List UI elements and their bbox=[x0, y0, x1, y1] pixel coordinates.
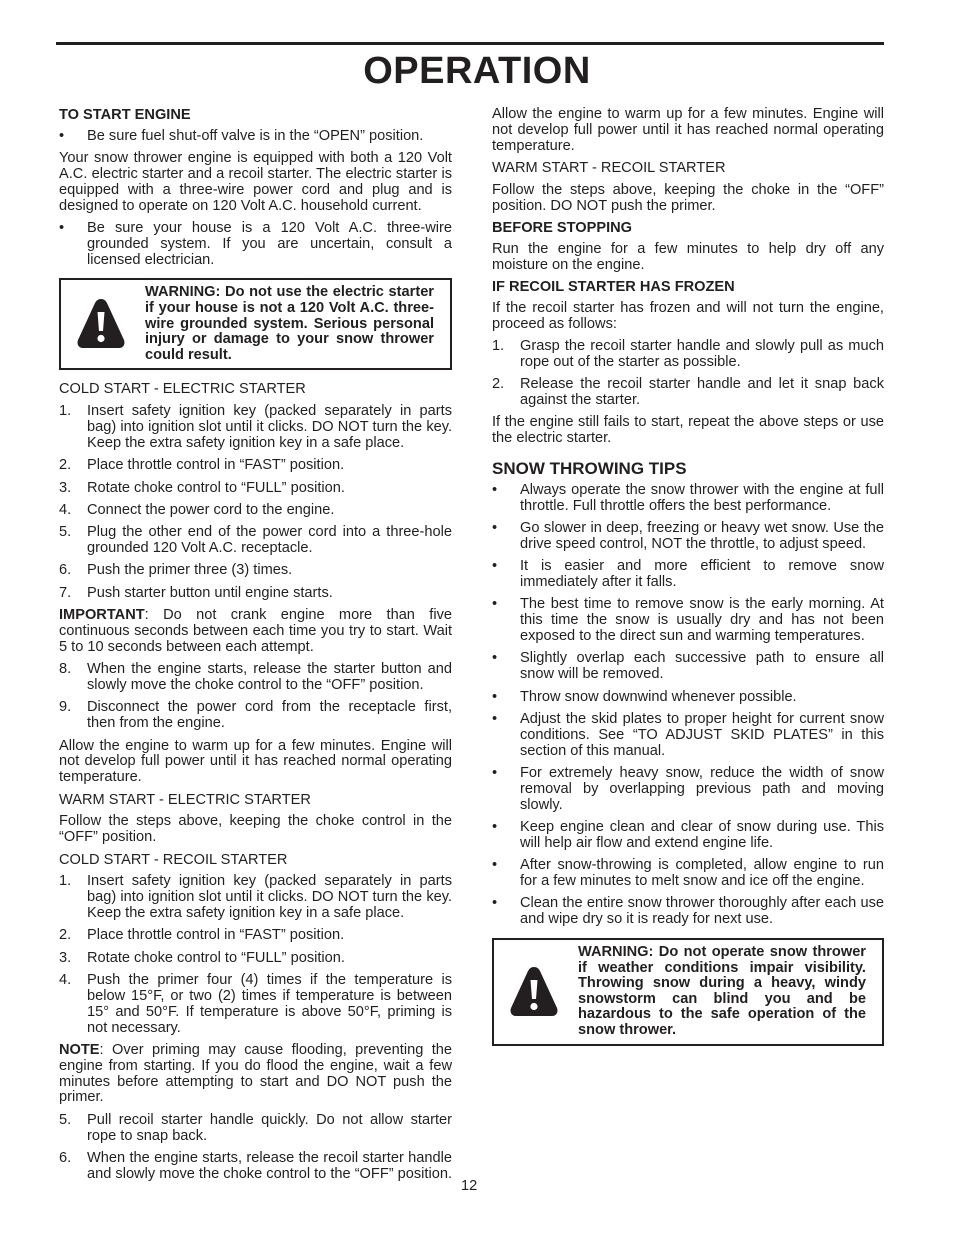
cold-electric-steps-continued bbox=[59, 662, 452, 732]
step-number: 8. bbox=[59, 661, 72, 678]
tip-text: After snow-throwing is completed, allow engine to run for a few minutes to melt snow and ice off the engine. bbox=[520, 857, 884, 889]
heading-recoil-frozen: IF RECOIL STARTER HAS FROZEN bbox=[492, 278, 735, 295]
heading-warm-start-electric: WARM START - ELECTRIC STARTER bbox=[59, 791, 311, 808]
warning-text: WARNING: Do not use the electric starter if your house is not a 120 Volt A.C. three-wire grounded system. Serious personal injury or damage to your snow thrower could result. bbox=[145, 284, 434, 363]
tip-text: Throw snow downwind whenever possible. bbox=[520, 688, 797, 705]
page-title: OPERATION bbox=[363, 50, 591, 92]
warmup-paragraph: Allow the engine to warm up for a few minutes. Engine will not develop full power until it has reached normal operating temperature. bbox=[59, 737, 452, 786]
heading-warm-start-recoil: WARM START - RECOIL STARTER bbox=[492, 159, 726, 176]
step-number: 5. bbox=[59, 1111, 72, 1128]
important-paragraph: IMPORTANT: Do not crank engine more than five continuous seconds between each time you try to start. Wait 5 to 10 seconds between each attempt. bbox=[59, 607, 452, 655]
step-number: 1. bbox=[492, 337, 505, 354]
warm-recoil-paragraph: Follow the steps above, keeping the choke in the “OFF” position. DO NOT push the primer. bbox=[492, 181, 884, 214]
heading-cold-start-recoil: COLD START - RECOIL STARTER bbox=[59, 851, 288, 868]
step-number: 2. bbox=[492, 376, 505, 393]
list-item bbox=[492, 651, 884, 683]
warning-box-electric bbox=[59, 278, 452, 370]
step-text: Grasp the recoil starter handle and slowly pull as much rope out of the starter as possible. bbox=[520, 337, 884, 370]
step-text: When the engine starts, release the recoil starter handle and slowly move the choke control to the “OFF” position. bbox=[87, 1149, 453, 1182]
step-number: 6. bbox=[59, 1149, 72, 1166]
frozen-outro-paragraph: If the engine still fails to start, repeat the above steps or use the electric starter. bbox=[492, 414, 884, 447]
bullet-mark: • bbox=[492, 765, 498, 782]
warmup-paragraph: Allow the engine to warm up for a few minutes. Engine will not develop full power until it has reached normal operating temperature. bbox=[492, 106, 884, 154]
list-item bbox=[59, 1113, 452, 1145]
heading-cold-start-electric: COLD START - ELECTRIC STARTER bbox=[59, 381, 306, 398]
list-item bbox=[59, 503, 452, 519]
step-text: Connect the power cord to the engine. bbox=[87, 501, 335, 518]
list-item bbox=[492, 896, 884, 928]
list-item bbox=[492, 766, 884, 813]
list-item: • Be sure your house is a 120 Volt A.C. three-wire grounded system. If you are uncertain, consult a licensed electrician. bbox=[59, 219, 452, 268]
bullet-mark: • bbox=[492, 650, 498, 667]
house-bullets bbox=[59, 221, 452, 268]
list-item bbox=[492, 521, 884, 553]
intro-paragraph: Your snow thrower engine is equipped with both a 120 Volt A.C. electric starter and a recoil starter. The electric starter is equipped with a three-wire power cord and plug and is designed to operate on 120 Volt A.C. household current. bbox=[59, 150, 452, 214]
bullet-mark: • bbox=[492, 895, 498, 912]
step-text: Push the primer four (4) times if the temperature is below 15°F, or two (2) times if temperature is between 15° and 50°F. If temperature is above 50°F, priming is not necessary. bbox=[87, 972, 452, 1036]
list-item bbox=[492, 559, 884, 591]
list-item bbox=[492, 820, 884, 852]
list-item bbox=[59, 563, 452, 579]
list-item bbox=[492, 339, 884, 371]
heading-snow-throwing-tips: SNOW THROWING TIPS bbox=[492, 458, 687, 478]
frozen-intro-paragraph: If the recoil starter has frozen and will not turn the engine, proceed as follows: bbox=[492, 299, 884, 332]
cold-electric-steps bbox=[59, 404, 452, 602]
list-item bbox=[59, 1151, 452, 1183]
step-text: Pull recoil starter handle quickly. Do not allow starter rope to snap back. bbox=[87, 1111, 452, 1144]
list-item bbox=[59, 700, 452, 732]
tip-text: The best time to remove snow is the early morning. At this time the snow is usually dry and has not been exposed to the direct sun and warming temperatures. bbox=[520, 596, 884, 645]
right-column bbox=[492, 107, 884, 1058]
step-text: Rotate choke control to “FULL” position. bbox=[87, 479, 345, 496]
list-item bbox=[59, 525, 452, 557]
list-item bbox=[492, 483, 884, 515]
list-item bbox=[59, 951, 452, 967]
tip-text: Always operate the snow thrower with the engine at full throttle. Full throttle offers the best performance. bbox=[520, 481, 884, 514]
step-text: When the engine starts, release the starter button and slowly move the choke control to the “OFF” position. bbox=[87, 661, 452, 694]
tip-text: Go slower in deep, freezing or heavy wet snow. Use the drive speed control, NOT the throttle, to adjust speed. bbox=[520, 520, 884, 552]
step-text: Disconnect the power cord from the receptacle first, then from the engine. bbox=[87, 699, 452, 732]
warning-box-visibility bbox=[492, 938, 884, 1046]
step-text: Push the primer three (3) times. bbox=[87, 562, 293, 579]
step-number: 9. bbox=[59, 699, 72, 716]
list-item bbox=[492, 858, 884, 890]
bullet-mark: • bbox=[492, 711, 498, 728]
heading-before-stopping: BEFORE STOPPING bbox=[492, 219, 633, 236]
step-number: 2. bbox=[59, 457, 72, 474]
step-number: 4. bbox=[59, 501, 72, 518]
warning-icon bbox=[506, 964, 562, 1020]
step-number: 7. bbox=[59, 584, 72, 601]
step-number: 4. bbox=[59, 972, 72, 989]
before-stopping-paragraph: Run the engine for a few minutes to help dry off any moisture on the engine. bbox=[492, 240, 884, 273]
start-bullets bbox=[59, 129, 452, 145]
step-number: 6. bbox=[59, 562, 72, 579]
step-text: Rotate choke control to “FULL” position. bbox=[87, 949, 345, 966]
list-item bbox=[59, 458, 452, 474]
step-text: Place throttle control in “FAST” position. bbox=[87, 457, 345, 474]
tip-text: Slightly overlap each successive path to ensure all snow will be removed. bbox=[520, 650, 884, 683]
warm-electric-paragraph: Follow the steps above, keeping the choke control in the “OFF” position. bbox=[59, 813, 452, 846]
bullet-mark: • bbox=[492, 857, 498, 874]
step-number: 3. bbox=[59, 479, 72, 496]
list-item: • Be sure fuel shut-off valve is in the “OPEN” position. bbox=[59, 127, 424, 144]
bullet-mark: • bbox=[492, 596, 498, 613]
list-item bbox=[59, 874, 452, 921]
warning-icon bbox=[73, 296, 129, 352]
bullet-mark: • bbox=[492, 520, 498, 537]
list-item bbox=[492, 690, 884, 706]
left-column bbox=[59, 108, 452, 1189]
bullet-mark: • bbox=[492, 558, 498, 575]
page-number: 12 bbox=[461, 1178, 478, 1194]
list-item bbox=[59, 928, 452, 944]
tip-text: It is easier and more efficient to remove snow immediately after it falls. bbox=[520, 558, 884, 591]
header-rule bbox=[56, 42, 884, 45]
step-number: 1. bbox=[59, 873, 72, 890]
step-text: Release the recoil starter handle and let it snap back against the starter. bbox=[520, 376, 884, 408]
list-item bbox=[492, 712, 884, 759]
step-text: Plug the other end of the power cord into a three-hole grounded 120 Volt A.C. receptacle. bbox=[87, 524, 452, 557]
frozen-steps bbox=[492, 339, 884, 409]
tip-text: Adjust the skid plates to proper height for current snow conditions. See “TO ADJUST SKID PLATES” in this section of this manual. bbox=[520, 711, 884, 759]
step-text: Insert safety ignition key (packed separately in parts bag) into ignition slot until it clicks. DO NOT turn the key. Keep the extra safety ignition key in a safe place. bbox=[87, 873, 452, 921]
list-item bbox=[59, 662, 452, 694]
list-item bbox=[492, 377, 884, 409]
cold-recoil-steps-continued bbox=[59, 1113, 452, 1183]
step-text: Push starter button until engine starts. bbox=[87, 584, 333, 601]
step-number: 3. bbox=[59, 949, 72, 966]
list-item bbox=[59, 404, 452, 451]
cold-recoil-steps bbox=[59, 874, 452, 1036]
step-number: 1. bbox=[59, 403, 72, 420]
step-text: Insert safety ignition key (packed separately in parts bag) into ignition slot until it clicks. DO NOT turn the key. Keep the extra safety ignition key in a safe place. bbox=[87, 403, 452, 451]
bullet-mark: • bbox=[492, 481, 498, 498]
tip-text: For extremely heavy snow, reduce the width of snow removal by overlapping previous path and moving slowly. bbox=[520, 765, 884, 813]
list-item bbox=[59, 973, 452, 1036]
tip-text: Keep engine clean and clear of snow during use. This will help air flow and extend engine life. bbox=[520, 819, 884, 851]
tips-list bbox=[492, 483, 884, 928]
list-item bbox=[59, 586, 452, 602]
step-text: Place throttle control in “FAST” position. bbox=[87, 927, 345, 944]
heading-to-start-engine: TO START ENGINE bbox=[59, 107, 191, 123]
step-number: 5. bbox=[59, 524, 72, 541]
bullet-mark: • bbox=[492, 688, 498, 705]
warning-text: WARNING: Do not operate snow thrower if weather conditions impair visibility. Throwing snow during a heavy, windy snowstorm can blind you and be hazardous to the safe operation of the snow thrower. bbox=[578, 943, 866, 1038]
step-number: 2. bbox=[59, 927, 72, 944]
list-item bbox=[59, 481, 452, 497]
list-item bbox=[492, 597, 884, 644]
note-paragraph: NOTE: Over priming may cause flooding, preventing the engine from starting. If you do flood the engine, wait a few minutes before attempting to start and DO NOT push the primer. bbox=[59, 1041, 452, 1106]
tip-text: Clean the entire snow thrower thoroughly after each use and wipe dry so it is ready for next use. bbox=[520, 895, 884, 928]
bullet-mark: • bbox=[492, 819, 498, 835]
